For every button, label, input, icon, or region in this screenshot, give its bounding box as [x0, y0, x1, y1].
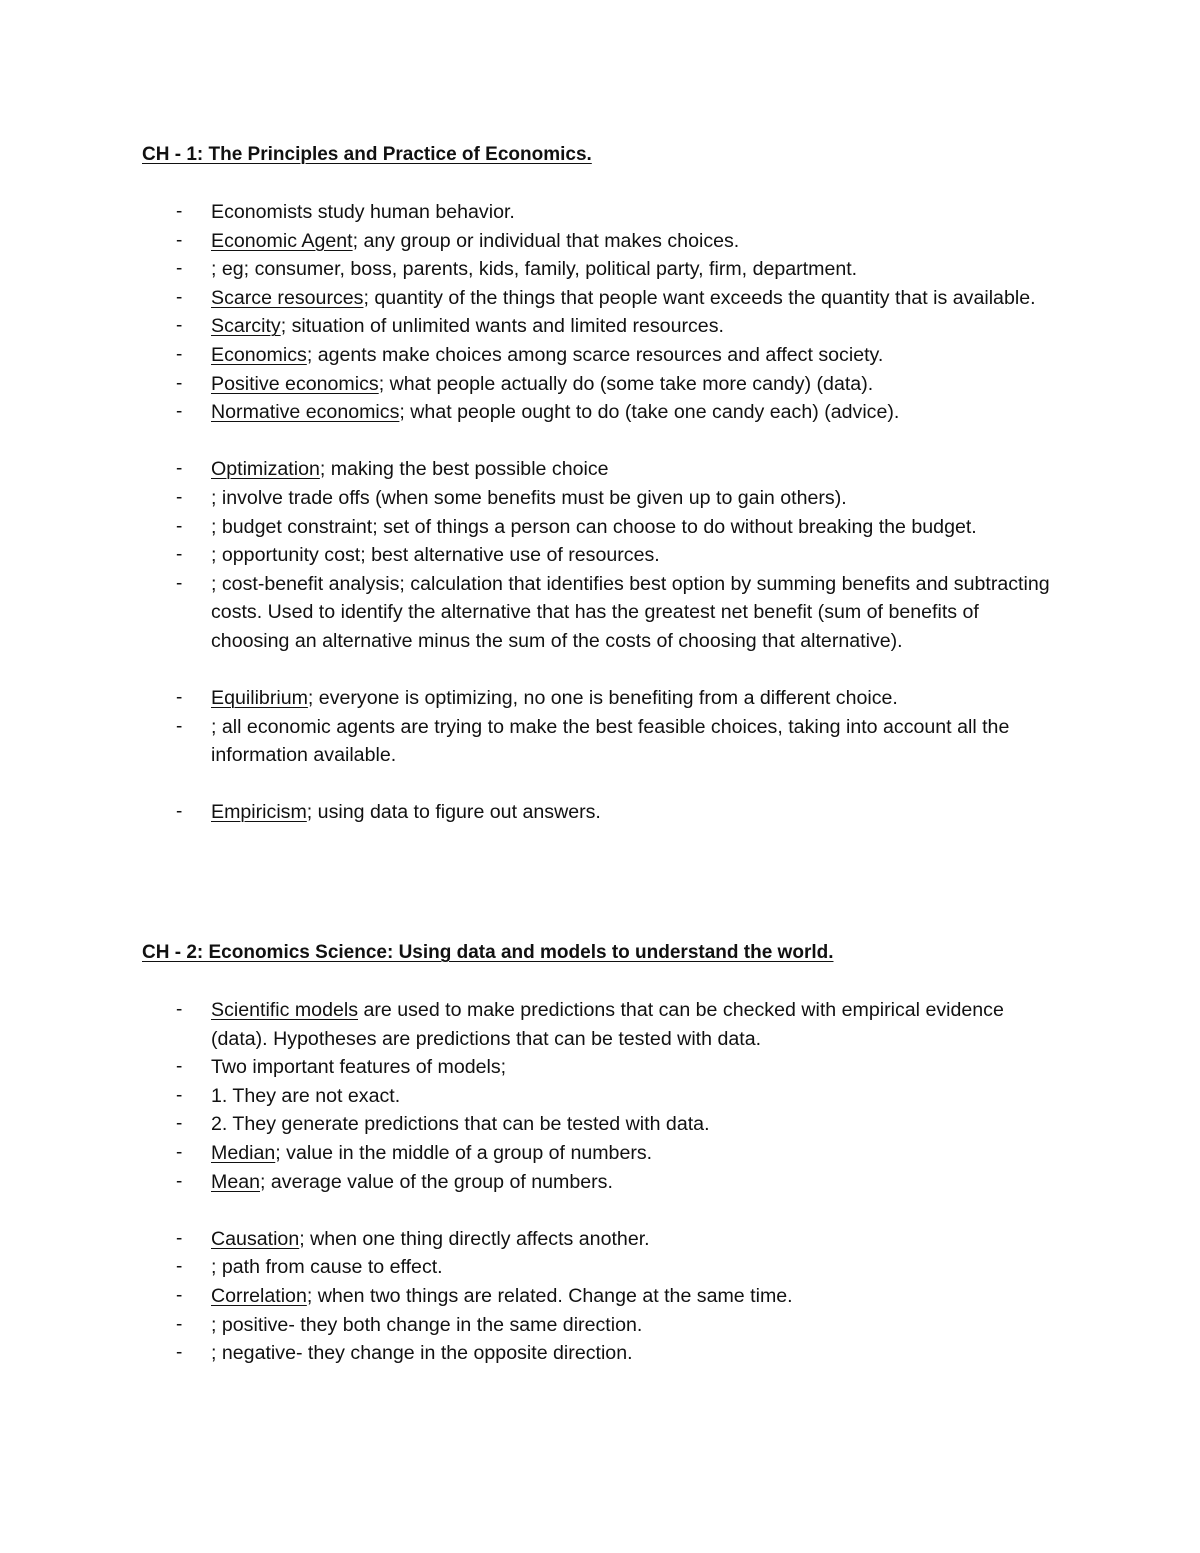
list-item — [0, 1282, 1200, 1311]
list-item-text — [211, 684, 1061, 713]
list-item-text — [211, 227, 1061, 256]
group-spacer — [0, 656, 1200, 685]
bullet-dash: - — [176, 458, 183, 480]
list-item-text — [211, 255, 1061, 284]
definition-text: ; positive- they both change in the same direction. — [211, 1313, 643, 1336]
bullet-dash: - — [176, 1313, 183, 1335]
list-item — [0, 1253, 1200, 1282]
list-item-text — [211, 996, 1061, 1053]
bullet-dash: - — [176, 401, 183, 423]
list-item-text — [211, 1225, 1061, 1254]
chapter-2-heading: CH - 2: Economics Science: Using data and models to understand the world. — [142, 942, 834, 963]
bullet-dash: - — [176, 544, 183, 566]
definition-text: ; average value of the group of numbers. — [260, 1170, 613, 1193]
key-term: Median — [211, 1141, 276, 1164]
chapter-1-heading: CH - 1: The Principles and Practice of Economics. — [142, 144, 592, 165]
definition-text: Economists study human behavior. — [211, 201, 515, 223]
definition-text: ; making the best possible choice — [319, 458, 609, 481]
definition-text: ; situation of unlimited wants and limited resources. — [280, 315, 724, 338]
list-item-text — [211, 312, 1061, 341]
bullet-dash: - — [176, 801, 183, 823]
bullet-dash: - — [176, 343, 183, 365]
bullet-dash: - — [176, 1227, 183, 1249]
chapter-1-notes — [0, 198, 1200, 827]
key-term: Normative economics — [211, 401, 400, 424]
bullet-dash: - — [176, 715, 183, 737]
list-item-text — [211, 455, 1061, 484]
definition-text: are used to make predictions that can be checked with empirical evidence (data). Hypotheses are predictions that can be tested with data. — [211, 999, 1004, 1050]
key-term: Correlation — [211, 1284, 307, 1307]
list-item — [0, 1053, 1200, 1082]
list-item — [0, 1139, 1200, 1168]
definition-text: 1. They are not exact. — [211, 1084, 401, 1107]
list-item-text — [211, 513, 1061, 542]
list-item-text — [211, 370, 1061, 399]
bullet-dash: - — [176, 1284, 183, 1306]
list-item — [0, 713, 1200, 770]
definition-text: ; all economic agents are trying to make the best feasible choices, taking into account all the information available. — [211, 715, 1010, 767]
list-item-text — [211, 398, 1061, 427]
list-item-text — [211, 1253, 1061, 1282]
definition-text: ; quantity of the things that people want exceeds the quantity that is available. — [363, 286, 1036, 309]
list-item — [0, 684, 1200, 713]
bullet-dash: - — [176, 258, 183, 280]
list-item — [0, 484, 1200, 513]
list-item-text — [211, 1110, 1061, 1139]
list-item — [0, 1225, 1200, 1254]
list-item — [0, 1082, 1200, 1111]
definition-text: ; when one thing directly affects another. — [299, 1227, 650, 1250]
key-term: Positive economics — [211, 372, 379, 395]
list-item-text — [211, 570, 1061, 656]
key-term: Scarce resources — [211, 286, 364, 309]
bullet-dash: - — [176, 572, 183, 594]
bullet-dash: - — [176, 999, 183, 1020]
group-spacer — [0, 770, 1200, 799]
definition-text: 2. They generate predictions that can be tested with data. — [211, 1113, 710, 1136]
list-item — [0, 398, 1200, 427]
bullet-dash: - — [176, 1342, 183, 1364]
list-item-text — [211, 1139, 1061, 1168]
key-term: Optimization — [211, 458, 320, 481]
list-item — [0, 455, 1200, 484]
key-term: Equilibrium — [211, 687, 308, 710]
list-item-text — [211, 1053, 1061, 1082]
bullet-dash: - — [176, 1113, 183, 1135]
list-item — [0, 1168, 1200, 1197]
list-item-text — [211, 1168, 1061, 1197]
key-term: Mean — [211, 1170, 261, 1193]
definition-text: ; everyone is optimizing, no one is benefiting from a different choice. — [307, 687, 898, 710]
definition-text: ; agents make choices among scarce resources and affect society. — [306, 343, 884, 366]
key-term: Economic Agent — [211, 229, 353, 252]
chapter-2-notes — [0, 996, 1200, 1368]
list-item-text — [211, 541, 1061, 570]
bullet-dash: - — [176, 229, 183, 251]
list-item-text — [211, 284, 1061, 313]
list-item — [0, 198, 1200, 227]
bullet-dash: - — [176, 515, 183, 537]
definition-text: ; involve trade offs (when some benefits must be given up to gain others). — [211, 486, 847, 509]
list-item-text — [211, 1282, 1061, 1311]
bullet-dash: - — [176, 286, 183, 308]
key-term: Causation — [211, 1227, 300, 1250]
list-item — [0, 513, 1200, 542]
definition-text: ; budget constraint; set of things a person can choose to do without breaking the budget. — [211, 515, 977, 538]
list-item-text — [211, 1082, 1061, 1111]
list-item — [0, 284, 1200, 313]
definition-text: ; opportunity cost; best alternative use of resources. — [211, 544, 660, 567]
bullet-dash: - — [176, 1056, 183, 1078]
definition-text: ; value in the middle of a group of numbers. — [275, 1141, 653, 1164]
bullet-dash: - — [176, 315, 183, 337]
definition-text: ; what people ought to do (take one candy each) (advice). — [399, 401, 900, 424]
list-item-text — [211, 798, 1061, 827]
list-item — [0, 1339, 1200, 1368]
list-item — [0, 570, 1200, 656]
bullet-dash: - — [176, 1256, 183, 1278]
list-item — [0, 798, 1200, 827]
key-term: Economics — [211, 343, 307, 366]
key-term: Scientific models — [211, 999, 359, 1021]
list-item — [0, 312, 1200, 341]
list-item — [0, 1311, 1200, 1340]
definition-text: ; path from cause to effect. — [211, 1256, 443, 1279]
list-item-text — [211, 341, 1061, 370]
group-spacer — [0, 427, 1200, 456]
list-item — [0, 1110, 1200, 1139]
list-item-text — [211, 1311, 1061, 1340]
definition-text: Two important features of models; — [211, 1056, 507, 1079]
list-item-text — [211, 484, 1061, 513]
list-item — [0, 255, 1200, 284]
bullet-dash: - — [176, 1084, 183, 1106]
key-term: Empiricism — [211, 801, 307, 824]
key-term: Scarcity — [211, 315, 281, 338]
definition-text: ; negative- they change in the opposite direction. — [211, 1342, 633, 1365]
definition-text: ; cost-benefit analysis; calculation that identifies best option by summing benefits and subtracting costs. Used to identify the alternative that has the greatest net benefit (sum of benefits of choosing an alternative minus the sum of the costs of choosing that alternative). — [211, 572, 1050, 652]
definition-text: ; using data to figure out answers. — [306, 801, 601, 824]
bullet-dash: - — [176, 372, 183, 394]
bullet-dash: - — [176, 687, 183, 709]
definition-text: ; what people actually do (some take more candy) (data). — [378, 372, 874, 395]
bullet-dash: - — [176, 486, 183, 508]
group-spacer — [0, 1196, 1200, 1225]
definition-text: ; any group or individual that makes choices. — [352, 229, 740, 252]
list-item-text — [211, 1339, 1061, 1368]
list-item — [0, 227, 1200, 256]
bullet-dash: - — [176, 201, 183, 222]
bullet-dash: - — [176, 1170, 183, 1192]
definition-text: ; when two things are related. Change at the same time. — [306, 1284, 793, 1307]
list-item-text — [211, 198, 1061, 227]
list-item-text — [211, 713, 1061, 770]
definition-text: ; eg; consumer, boss, parents, kids, family, political party, firm, department. — [211, 258, 858, 281]
list-item — [0, 341, 1200, 370]
list-item — [0, 541, 1200, 570]
list-item — [0, 370, 1200, 399]
bullet-dash: - — [176, 1141, 183, 1163]
list-item — [0, 996, 1200, 1053]
